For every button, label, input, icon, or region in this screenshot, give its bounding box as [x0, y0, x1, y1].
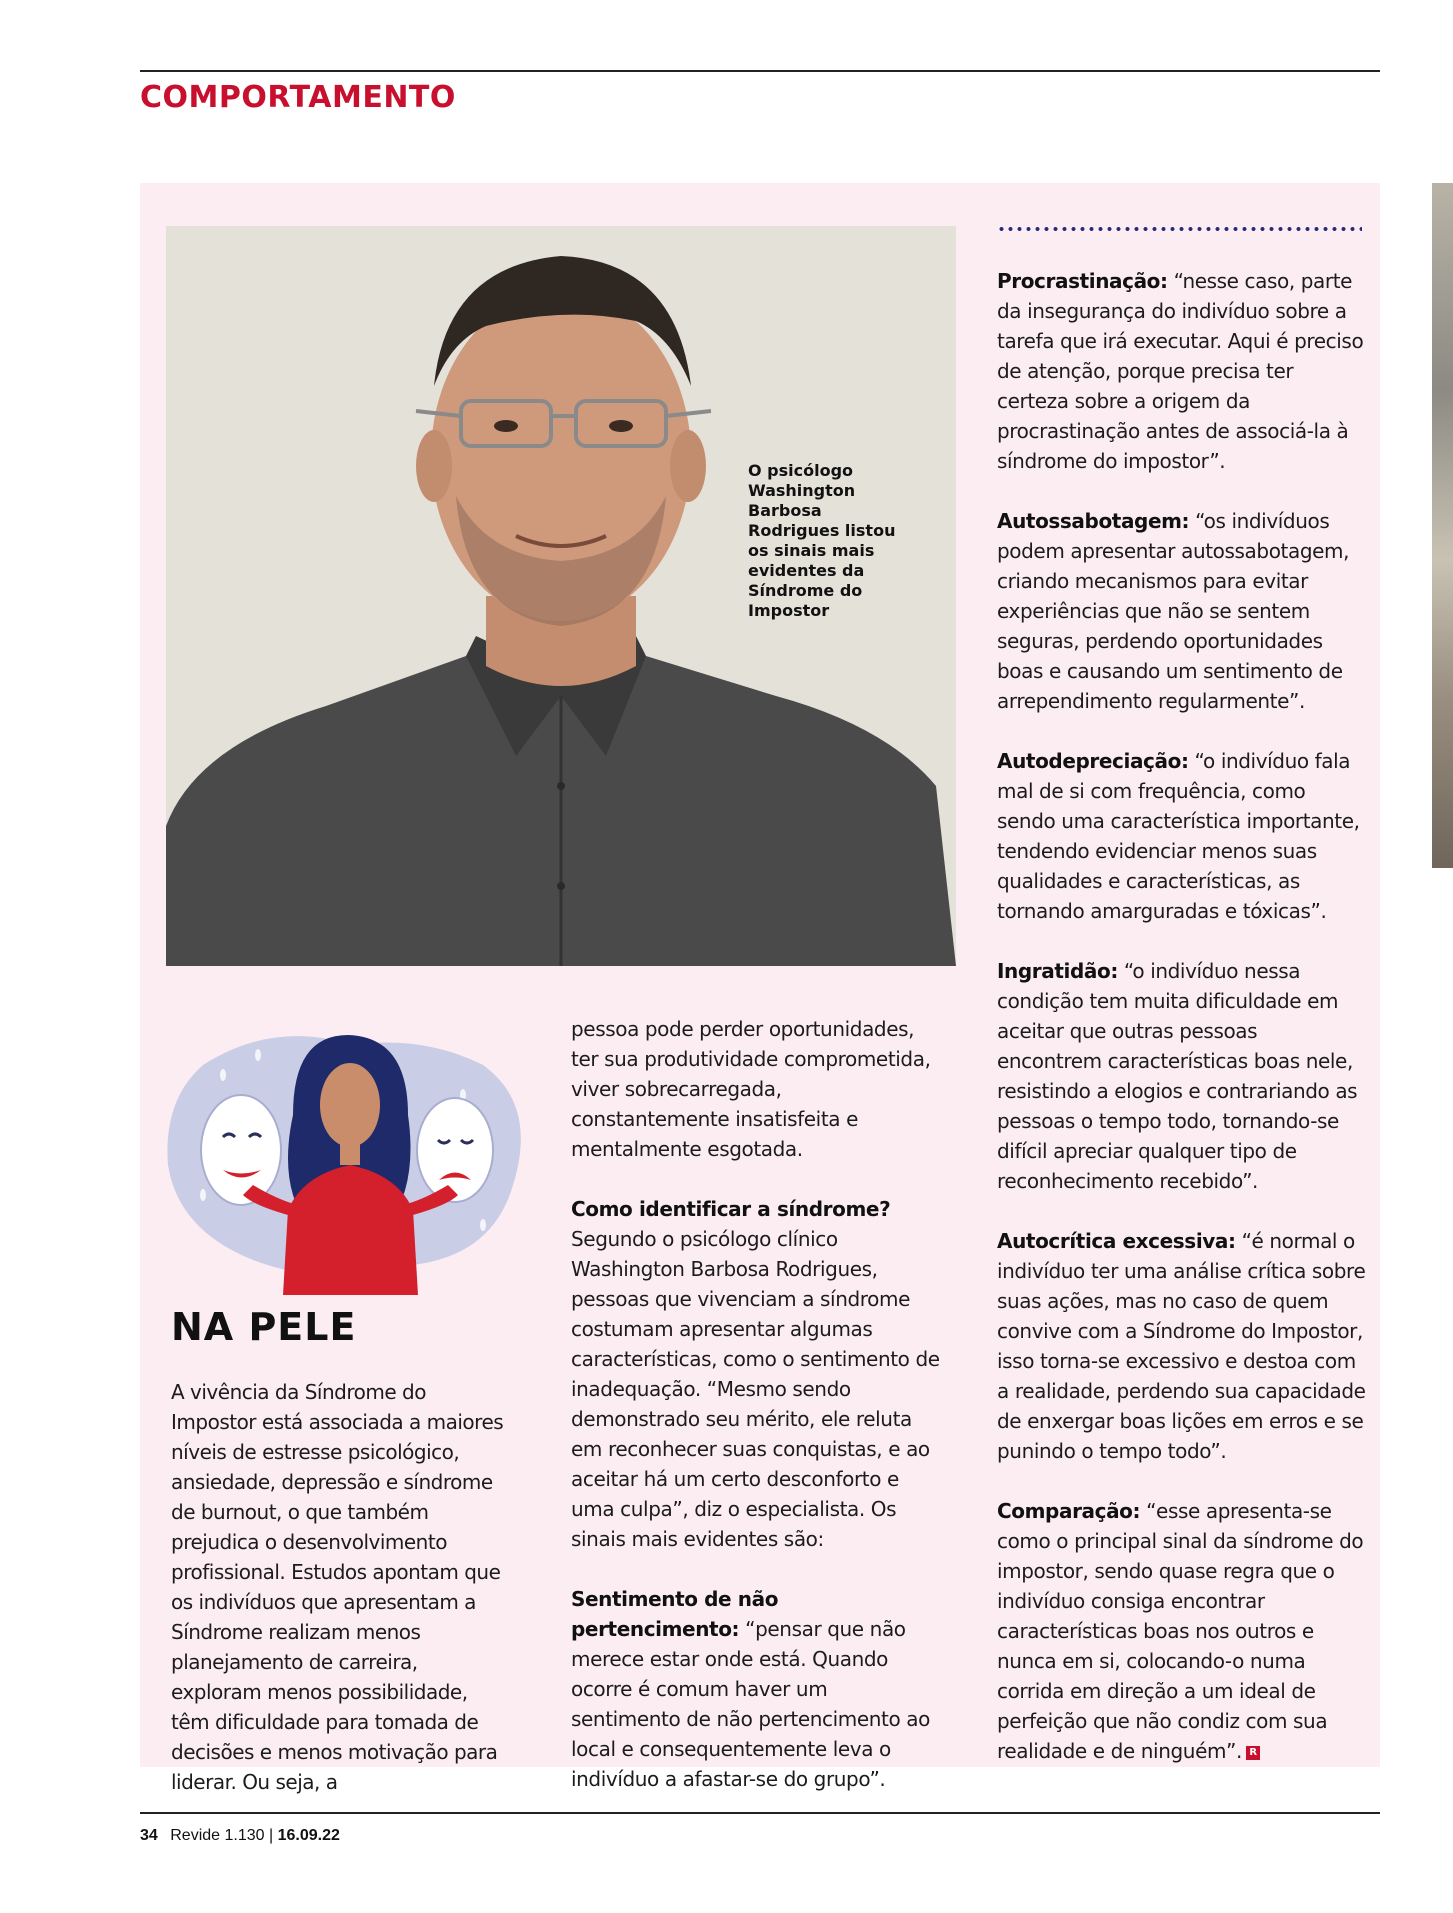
masks-illustration: [163, 1025, 533, 1295]
sign-text: “nesse caso, parte da insegurança do indivíduo sobre a tarefa que irá executar. Aqui é preciso de atenção, porque precisa ter certeza sobre a origem da procrastinação antes de associá-la à síndrome do impostor”.: [997, 269, 1364, 473]
sign-text: “os indivíduos podem apresentar autossabotagem, criando mecanismos para evitar experiências que não se sentem seguras, perdendo oportunidades boas e causando um sentimento de arrependimento regularmente”.: [997, 509, 1350, 713]
sign-text: “esse apresenta-se como o principal sinal da síndrome do impostor, sendo quase regra que o indivíduo consiga encontrar características boas nos outros e nunca em si, colocando-o numa corrida em direção a um ideal de perfeição que não condiz com sua realidade e de ninguém”.: [997, 1499, 1364, 1763]
identify-subhead: Como identificar a síndrome?: [571, 1197, 891, 1221]
page-footer: [140, 1827, 340, 1845]
sign-title: Autodepreciação:: [997, 749, 1189, 773]
article-headline: NA PELE: [171, 1305, 357, 1349]
sign-title: Procrastinação:: [997, 269, 1168, 293]
sign-text: “é normal o indivíduo ter uma análise crítica sobre suas ações, mas no caso de quem convive com a Síndrome do Impostor, isso torna-se excessivo e destoa com a realidade, perdendo sua capacidade de enxergar boas lições em erros e se punindo o tempo todo”.: [997, 1229, 1366, 1463]
magazine-issue: Revide 1.130: [170, 1827, 265, 1844]
sign-title: Ingratidão:: [997, 959, 1118, 983]
sign-title: Autocrítica excessiva:: [997, 1229, 1236, 1253]
photo-caption: O psicólogo Washington Barbosa Rodrigues listou os sinais mais evidentes da Síndrome do Impostor: [748, 461, 896, 620]
section-title: COMPORTAMENTO: [140, 80, 456, 115]
page-number: 34: [140, 1827, 158, 1844]
sign-title: Comparação:: [997, 1499, 1141, 1523]
top-rule: [140, 70, 1380, 72]
sign-item: [997, 266, 1367, 476]
dotted-divider: [997, 226, 1362, 232]
continuation-paragraph: pessoa pode perder oportunidades, ter sua produtividade comprometida, viver sobrecarregada, constantemente insatisfeita e mentalmente esgotada.: [571, 1017, 931, 1161]
column-2: [571, 1014, 941, 1824]
bottom-rule: [140, 1812, 1380, 1814]
sign-item: [571, 1584, 941, 1794]
sign-item: [997, 1496, 1367, 1766]
sign-item: [997, 956, 1367, 1196]
sign-title: Autossabotagem:: [997, 509, 1190, 533]
sign-text: “o indivíduo fala mal de si com frequência, como sendo uma característica importante, tendendo evidenciar menos suas qualidades e características, as tornando amarguradas e tóxicas”.: [997, 749, 1360, 923]
end-of-article-mark: R: [1246, 1746, 1260, 1760]
column-1: [171, 1377, 511, 1827]
sign-text: “pensar que não merece estar onde está. Quando ocorre é comum haver um sentimento de não pertencimento ao local e consequentemente leva o indivíduo a afastar-se do grupo”.: [571, 1617, 930, 1791]
sign-item: [997, 1226, 1367, 1466]
sign-item: [997, 746, 1367, 926]
sign-text: “o indivíduo nessa condição tem muita dificuldade em aceitar que outras pessoas encontrem características boas nele, resistindo a elogios e contrariando as pessoas o tempo todo, tornando-se difícil apreciar qualquer tipo de reconhecimento recebido”.: [997, 959, 1358, 1193]
footer-separator: |: [269, 1827, 274, 1844]
identify-section: [571, 1194, 941, 1554]
sign-item: [997, 506, 1367, 716]
intro-paragraph: A vivência da Síndrome do Impostor está associada a maiores níveis de estresse psicológico, ansiedade, depressão e síndrome de burnout, o que também prejudica o desenvolvimento profissional. Estudos apontam que os indivíduos que apresentam a Síndrome realizam menos planejamento de carreira, exploram menos possibilidade, têm dificuldade para tomada de decisões e menos motivação para liderar. Ou seja, a: [171, 1380, 504, 1794]
adjacent-page-photo-strip: [1432, 183, 1453, 868]
column-3: [997, 266, 1367, 1796]
issue-date: 16.09.22: [277, 1827, 340, 1844]
sign-title: Sentimento de não pertencimento:: [571, 1587, 779, 1641]
identify-paragraph: Segundo o psicólogo clínico Washington Barbosa Rodrigues, pessoas que vivenciam a síndrome costumam apresentar algumas características, como o sentimento de inadequação. “Mesmo sendo demonstrado seu mérito, ele reluta em reconhecer suas conquistas, e ao aceitar há um certo desconforto e uma culpa”, diz o especialista. Os sinais mais evidentes são:: [571, 1227, 940, 1551]
